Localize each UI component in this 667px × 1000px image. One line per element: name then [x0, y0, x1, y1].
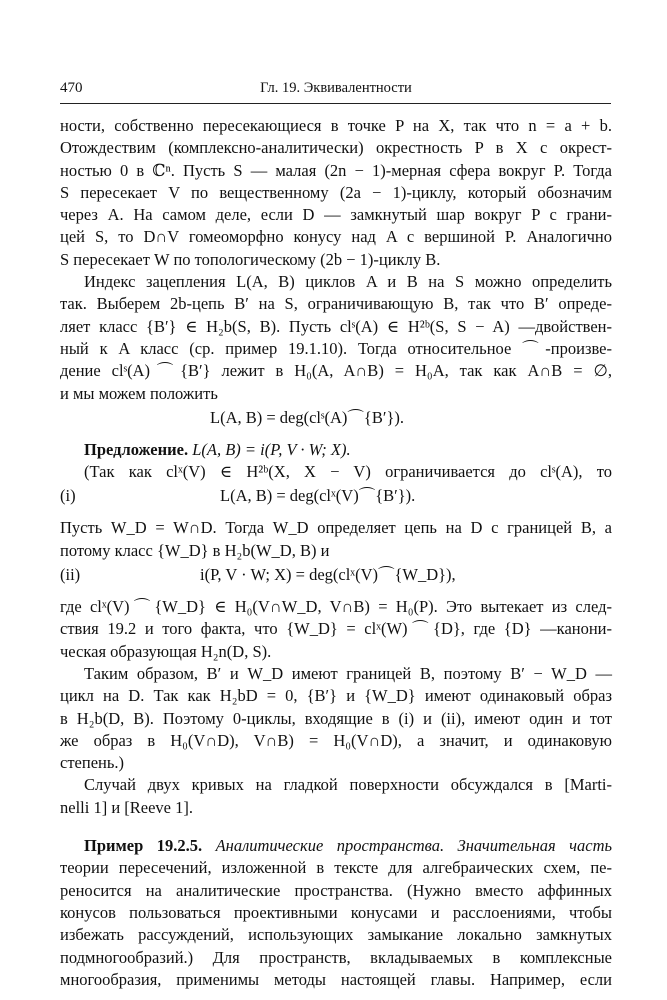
text-line: (Так как clˣ(V) ∈ H²ᵇ(X, X − V) ограничивается до clˢ(A), то	[84, 462, 612, 482]
text-line: через A. На самом деле, если D — замкнутый шар вокруг P с грани-	[60, 205, 612, 225]
text-line: где clˣ(V)⌒{W_D} ∈ H₀(V∩W_D, V∩B) = H₀(P). Это вытекает из след-	[60, 597, 612, 617]
text-line: подмногообразий.) Для пространств, вкладываемых в комплексные	[60, 947, 612, 967]
text-line: степень.)	[60, 753, 124, 773]
text-line: nelli 1] и [Reeve 1].	[60, 797, 193, 817]
proposition	[60, 439, 612, 461]
text-line: цей S, то D∩V гомеоморфно конусу над A с вершиной P. Аналогично	[60, 227, 612, 247]
text-line: конусов пользоваться проективными конусами и расслоениями, чтобы	[60, 902, 612, 922]
example-text: Аналитические пространства. Значительная часть	[215, 836, 613, 856]
text-line: ляет класс {B′} ∈ H₂b(S, B). Пусть clˢ(A) ∈ H²ᵇ(S, S − A) —двойствен-	[60, 316, 612, 336]
text-line: дение clˢ(A)⌒{B′} лежит в H₀(A, A∩B) = H₀A, так как A∩B = ∅,	[60, 361, 612, 381]
text-line: ности, собственно пересекающиеся в точке P на X, так что n = a + b.	[60, 116, 612, 135]
equation-label: (i)	[60, 486, 76, 506]
text-line: S пересекает W по топологическому (2b − 1)-циклу B.	[60, 249, 441, 269]
text-line: многообразия, применимы методы настоящей главы. Например, если	[60, 969, 612, 989]
text-line: потому класс {W_D} в H₂b(W_D, B) и	[60, 540, 330, 560]
equation-formula: L(A, B) = deg(clˢ(A)⌒{B′}).	[210, 407, 405, 427]
display-equation	[60, 483, 612, 509]
text-line: и мы можем положить	[60, 383, 218, 403]
text-line: Отождествим (комплексно-аналитически) окрестность P в X с окрест-	[60, 138, 612, 158]
equation-formula: i(P, V · W; X) = deg(clˣ(V)⌒{W_D}),	[200, 565, 456, 585]
running-title: Гл. 19. Эквивалентности	[260, 80, 412, 96]
text-line: Пусть W_D = W∩D. Тогда W_D определяет цепь на D с границей B, а	[60, 518, 612, 538]
text-line: избежать рассуждений, использующих замыкание локально замкнутых	[60, 925, 612, 945]
text-line: Таким образом, B′ и W_D имеют границей B, поэтому B′ − W_D —	[84, 663, 612, 683]
example-heading	[60, 835, 612, 857]
page-number: 470	[60, 80, 83, 96]
text-line: реносится на аналитические пространства. (Нужно вместо аффинных	[60, 880, 612, 900]
proposition-label: Предложение.	[84, 439, 189, 459]
running-header	[60, 80, 612, 102]
proposition-statement: L(A, B) = i(P, V · W; X).	[192, 439, 351, 459]
text-line: ностью 0 в ℂⁿ. Пусть S — малая (2n − 1)-мерная сфера вокруг P. Тогда	[60, 160, 612, 180]
text-line: ческая образующая H₂n(D, S).	[60, 641, 272, 661]
text-line: теории пересечений, изложенной в тексте для алгебраических схем, пе-	[60, 858, 612, 878]
text-line: же образ в H₀(V∩D), V∩B) = H₀(V∩D), а значит, и одинаковую	[60, 730, 612, 750]
equation-formula: L(A, B) = deg(clˣ(V)⌒{B′}).	[220, 486, 416, 506]
text-line: S пересекает V по вещественному (2a − 1)-циклу, который обозначим	[60, 182, 612, 202]
header-rule	[60, 103, 611, 104]
display-equation	[60, 405, 612, 431]
text-line: Индекс зацепления L(A, B) циклов A и B на S можно определить	[84, 272, 612, 292]
text-line: в H₂b(D, B). Поэтому 0-циклы, входящие в (i) и (ii), имеют один и тот	[60, 708, 612, 728]
page-body	[60, 115, 612, 991]
text-line: Случай двух кривых на гладкой поверхности обсуждался в [Marti-	[84, 775, 612, 795]
text-line: цикл на D. Так как H₂bD = 0, {B′} и {W_D} имеют одинаковый образ	[60, 686, 612, 706]
text-line: ствия 19.2 и того факта, что {W_D} = clˣ(W)⌒{D}, где {D} —канони-	[60, 619, 612, 639]
text-line: так. Выберем 2b-цепь B′ на S, ограничивающую B, так что B′ опреде-	[60, 294, 612, 314]
example-label: Пример 19.2.5.	[84, 836, 203, 856]
equation-label: (ii)	[60, 565, 81, 585]
text-line: ный к A класс (ср. пример 19.1.10). Тогда относительное ⌒-произве-	[60, 338, 612, 358]
display-equation	[60, 562, 612, 588]
